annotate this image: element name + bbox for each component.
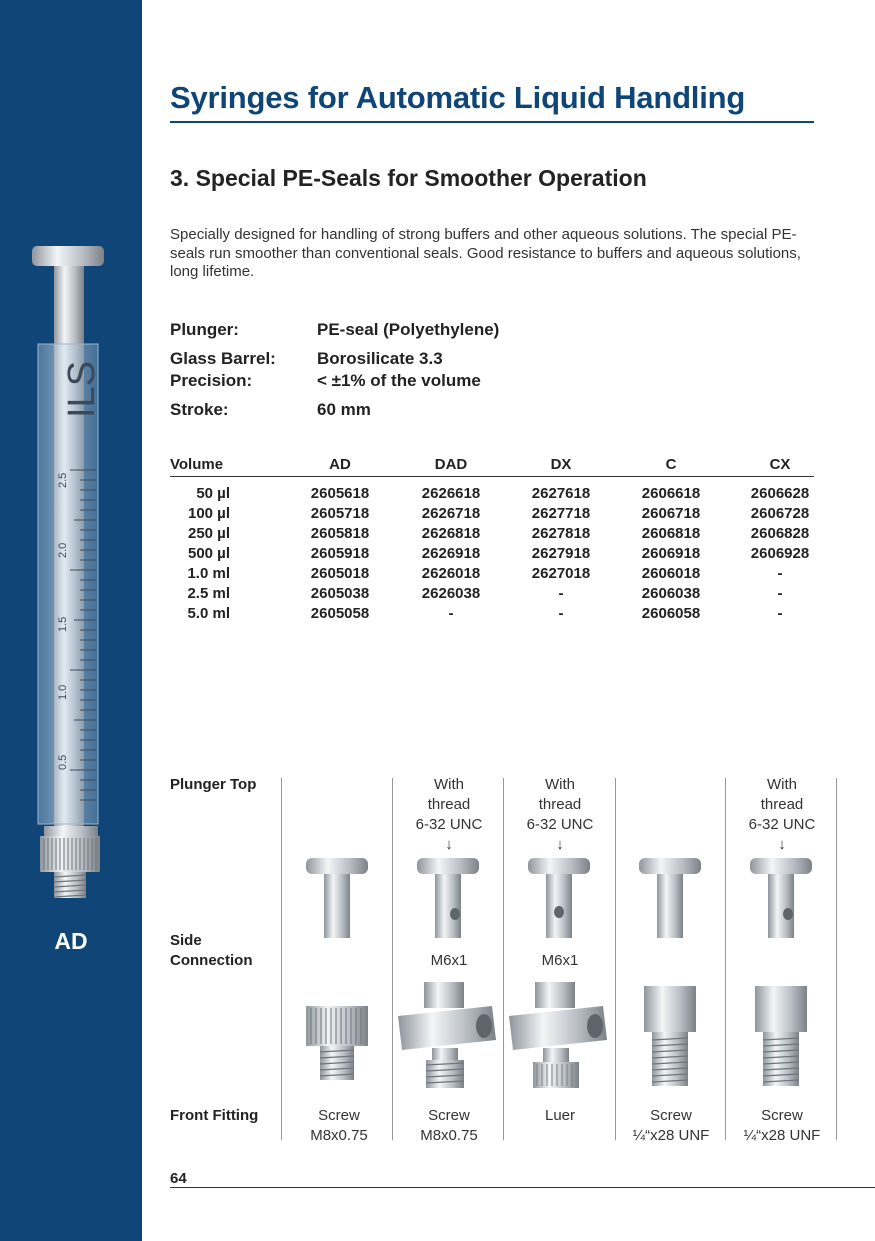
plunger-top-plain-illustration xyxy=(637,856,703,940)
table-cell: 2.5 ml xyxy=(187,585,230,602)
table-cell: 2606628 xyxy=(750,485,810,502)
header-cell: DX xyxy=(550,456,572,473)
table-cell: 2626038 xyxy=(421,585,481,602)
table-cell: 2605718 xyxy=(310,505,370,522)
header-cell: DAD xyxy=(434,456,468,473)
scale-label: 2.0 xyxy=(57,542,69,558)
table-cell: 2606718 xyxy=(641,505,701,522)
column-divider xyxy=(725,778,726,1140)
table-cell: - xyxy=(558,585,564,602)
spec-value: PE-seal (Polyethylene) xyxy=(317,320,500,339)
header-cell: AD xyxy=(329,456,351,473)
table-cell: 2626018 xyxy=(421,565,481,582)
plunger-top-plain-illustration xyxy=(304,856,370,940)
plunger-top-threaded-illustration xyxy=(748,856,814,940)
table-cell: 2605618 xyxy=(310,485,370,502)
table-cell: 2626718 xyxy=(421,505,481,522)
table-row xyxy=(170,525,814,545)
front-fitting-screw-illustration xyxy=(302,1004,372,1086)
section-title: 3. Special PE-Seals for Smoother Operation xyxy=(170,165,647,191)
thread-note-line: 6-32 UNC xyxy=(526,816,594,833)
front-fitting-ad xyxy=(284,1106,394,1146)
front-fitting-type: Screw xyxy=(428,1107,470,1124)
spec-value: 60 mm xyxy=(317,400,371,419)
arrow-down-icon: ↓ xyxy=(556,836,564,853)
table-cell: 2627818 xyxy=(531,525,591,542)
product-table xyxy=(170,456,814,625)
table-cell: 2606058 xyxy=(641,605,701,622)
footer-divider xyxy=(170,1187,875,1188)
spec-key: Glass Barrel: xyxy=(170,349,276,368)
spec-key: Precision: xyxy=(170,371,253,390)
side-connection-dad: M6x1 xyxy=(430,952,468,969)
row-label-connection: Connection xyxy=(170,952,253,969)
table-cell: 2606928 xyxy=(750,545,810,562)
table-cell: 2627718 xyxy=(531,505,591,522)
scale-label: 2.5 xyxy=(57,472,69,488)
table-cell: 2605038 xyxy=(310,585,370,602)
front-fitting-type: Luer xyxy=(544,1107,576,1124)
sidebar xyxy=(0,0,142,1241)
table-header xyxy=(170,456,814,477)
side-connection-dx: M6x1 xyxy=(541,952,579,969)
column-divider xyxy=(392,778,393,1140)
table-cell: 5.0 ml xyxy=(187,605,230,622)
table-cell: 2606818 xyxy=(641,525,701,542)
front-fitting-c xyxy=(616,1106,726,1146)
table-cell: - xyxy=(777,605,783,622)
thread-note-line: With xyxy=(767,776,797,793)
scale-label: 1.5 xyxy=(57,616,69,632)
front-fitting-unf-screw-illustration xyxy=(751,984,811,1088)
spec-value: Borosilicate 3.3 xyxy=(317,349,443,368)
front-fitting-size: M8x0.75 xyxy=(420,1127,478,1144)
front-fitting-type: Screw xyxy=(761,1107,803,1124)
arrow-down-icon: ↓ xyxy=(778,836,786,853)
front-fitting-size: M8x0.75 xyxy=(310,1127,368,1144)
front-fitting-size: ¼“x28 UNF xyxy=(632,1127,710,1144)
table-cell: 250 µl xyxy=(187,525,230,542)
plunger-top-threaded-illustration xyxy=(415,856,481,940)
thread-note-cx xyxy=(727,775,837,855)
header-cell: Volume xyxy=(170,456,224,473)
table-cell: 2606918 xyxy=(641,545,701,562)
spec-key: Stroke: xyxy=(170,400,229,419)
column-divider xyxy=(281,778,282,1140)
table-row xyxy=(170,585,814,605)
table-cell: - xyxy=(448,605,454,622)
front-fitting-type: Screw xyxy=(650,1107,692,1124)
table-row xyxy=(170,565,814,585)
thread-note-dx xyxy=(505,775,615,855)
header-cell: C xyxy=(665,456,677,473)
front-fitting-dad xyxy=(394,1106,504,1146)
table-row xyxy=(170,545,814,565)
page-title: Syringes for Automatic Liquid Handling xyxy=(170,80,746,115)
table-cell: 2605058 xyxy=(310,605,370,622)
table-cell: 50 µl xyxy=(196,485,230,502)
thread-note-line: 6-32 UNC xyxy=(415,816,483,833)
table-cell: 2627018 xyxy=(531,565,591,582)
table-cell: 2606038 xyxy=(641,585,701,602)
table-cell: 100 µl xyxy=(187,505,230,522)
table-cell: 2626818 xyxy=(421,525,481,542)
table-cell: 2605918 xyxy=(310,545,370,562)
table-cell: 2626918 xyxy=(421,545,481,562)
title-divider xyxy=(170,121,814,123)
thread-note-line: 6-32 UNC xyxy=(748,816,816,833)
syringe-brand: ILS xyxy=(61,360,103,418)
table-cell: 2606618 xyxy=(641,485,701,502)
scale-label: 1.0 xyxy=(57,684,69,700)
spec-key: Plunger: xyxy=(170,320,239,339)
column-divider xyxy=(615,778,616,1140)
model-label: AD xyxy=(54,928,88,954)
table-row xyxy=(170,605,814,625)
scale-label: 0.5 xyxy=(57,754,69,770)
row-label-side: Side xyxy=(170,932,202,949)
front-fitting-luer-illustration xyxy=(507,980,609,1090)
table-cell: 2606728 xyxy=(750,505,810,522)
table-cell: 2627618 xyxy=(531,485,591,502)
thread-note-dad xyxy=(394,775,504,855)
thread-note-line: With xyxy=(545,776,575,793)
table-cell: 2626618 xyxy=(421,485,481,502)
table-cell: 500 µl xyxy=(187,545,230,562)
table-cell: - xyxy=(777,585,783,602)
front-fitting-size: ¼“x28 UNF xyxy=(743,1127,821,1144)
plunger-top-threaded-illustration xyxy=(526,856,592,940)
spec-value: < ±1% of the volume xyxy=(317,371,481,390)
table-cell: 2606828 xyxy=(750,525,810,542)
table-row xyxy=(170,505,814,525)
table-cell: 1.0 ml xyxy=(187,565,230,582)
table-cell: 2606018 xyxy=(641,565,701,582)
front-fitting-dx xyxy=(505,1106,615,1126)
thread-note-line: With xyxy=(434,776,464,793)
syringe-illustration xyxy=(0,240,142,900)
table-cell: 2627918 xyxy=(531,545,591,562)
table-cell: - xyxy=(558,605,564,622)
table-row xyxy=(170,485,814,505)
front-fitting-unf-screw-illustration xyxy=(640,984,700,1088)
row-label-front-fitting: Front Fitting xyxy=(170,1107,259,1124)
table-cell: 2605018 xyxy=(310,565,370,582)
arrow-down-icon: ↓ xyxy=(445,836,453,853)
page-number: 64 xyxy=(170,1170,187,1187)
row-label-plunger-top: Plunger Top xyxy=(170,776,257,793)
thread-note-line: thread xyxy=(538,796,582,813)
header-cell: CX xyxy=(769,456,791,473)
intro-paragraph: Specially designed for handling of strong buffers and other aqueous solutions. The special PE-seals run smoother than conventional seals. Good resistance to buffers and aqueous solutions, long lifetime. xyxy=(170,226,801,280)
front-fitting-type: Screw xyxy=(318,1107,360,1124)
table-cell: 2605818 xyxy=(310,525,370,542)
table-cell: - xyxy=(777,565,783,582)
front-fitting-cx xyxy=(727,1106,837,1146)
thread-note-line: thread xyxy=(427,796,471,813)
front-fitting-side-port-illustration xyxy=(396,980,498,1090)
thread-note-line: thread xyxy=(760,796,804,813)
